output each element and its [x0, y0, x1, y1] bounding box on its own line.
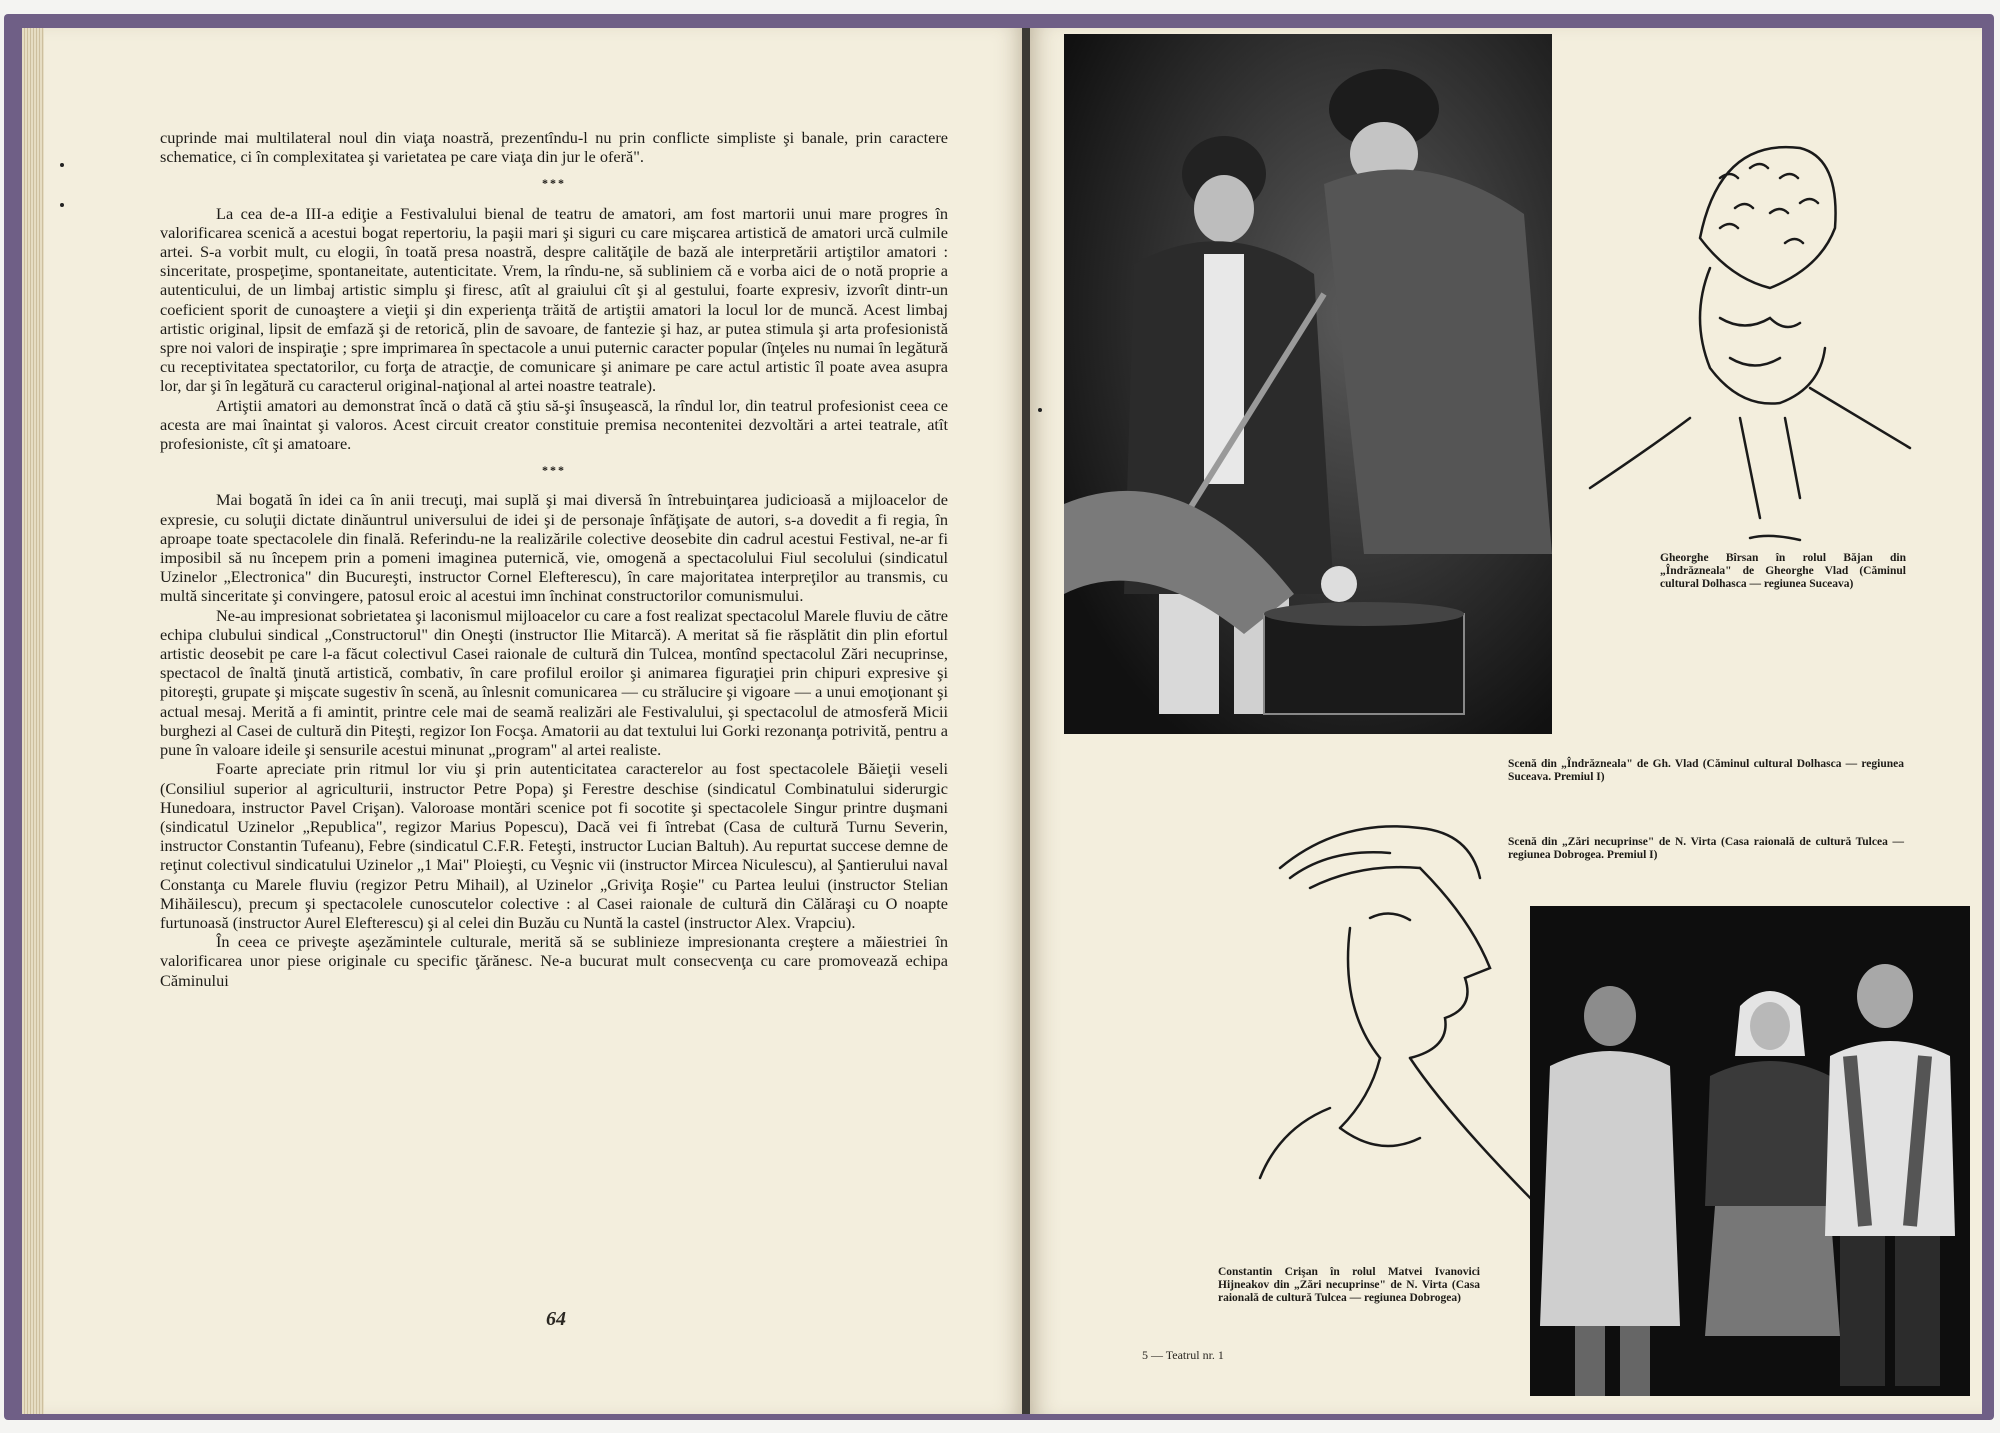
page-number: 64	[546, 1308, 566, 1330]
page-edges	[22, 28, 44, 1414]
book-spread	[22, 28, 1982, 1414]
article-text	[160, 128, 948, 990]
sketch-gheorghe-birsan	[1570, 118, 1930, 558]
paragraph: Artiştii amatori au demonstrat încă o dată că ştiu să-şi însuşească, la rîndul lor, din teatrul profesionist ceea ce acesta are mai înaintat şi valoros. Acest circuit creator constituie premisa necontenitei dezvoltări a artei teatrale, atît profesioniste, cît şi amatoare.	[160, 395, 948, 454]
paragraph: La cea de-a III-a ediţie a Festivalului bienal de teatru de amatori, am fost martorii unui mare progres în valorificarea scenică a acestui bogat repertoriu, la paşii mari şi siguri cu care mişcarea artistică de amatori urcă culmile artei. S-a vorbit mult, cu elogii, în toată presa noastră, despre calităţile de bază ale interpretării artiştilor amatori : sinceritate, prospeţime, spontaneitate, autenticitate. Vrem, la rîndu-ne, să subliniem că e vorba aici de o notă proprie a autenticului, de un limbaj artistic simplu şi firesc, atît al graiului cît şi al gestului, foarte expresiv, izvorît dintr-un coeficient sporit de cunoaştere a vieţii şi din experienţa trăită de artiştii amatori la locul lor de muncă. Acest limbaj artistic original, lipsit de emfază şi de retorică, plin de savoare, de fantezie şi haz, ar putea stimula şi arta profesionistă spre noi valori de inspiraţie ; spre imprimarea în spectacole a unui puternic caracter popular (înţeles nu numai în legătură cu receptivitatea spectatorilor, cu forţa de atracţie, de comunicare şi animare pe care actul artistic îl poate avea asupra lor, dar şi în legătură cu caracterul original-naţional al artei noastre teatrale).	[160, 203, 948, 396]
portrait-drawing	[1220, 808, 1580, 1248]
sketch-constantin-crisan	[1220, 808, 1580, 1248]
caption-sketch-top: Gheorghe Bîrsan în rolul Băjan din „Îndrăzneala" de Gheorghe Vlad (Căminul cultural Dolhasca — regiunea Suceava)	[1660, 552, 1906, 590]
caption-sketch-bottom: Constantin Crişan în rolul Matvei Ivanovici Hijneakov din „Zări necuprinse" de N. Virta (Casa raională de cultură Tulcea — regiunea Dobrogea)	[1218, 1266, 1480, 1304]
page-footer: 5 — Teatrul nr. 1	[1142, 1348, 1224, 1362]
caption-photo-top: Scenă din „Îndrăzneala" de Gh. Vlad (Căminul cultural Dolhasca — regiunea Suceava. Premiul I)	[1508, 758, 1904, 783]
paragraph: Mai bogată în idei ca în anii trecuţi, mai suplă şi mai diversă în întrebuinţarea judicioasă a mijloacelor de expresie, cu soluţii dictate dinăuntrul universului de idei şi de personaje înfăţişate de autori, s-a dovedit a fi regia, în aproape toate spectacolele din finală. Referindu-ne la realizările colective deosebite din cadrul acestui Festival, ne-ar fi imposibil să nu începem prin a pomeni imaginea puternică, vie, omogenă a spectacolului Fiul secolului (sindicatul Uzinelor „Electronica" din Bucureşti, instructor Cornel Elefterescu), în care majoritatea interpreţilor au transmis, cu multă sinceritate şi convingere, patosul eroic al acestui imn închinat constructorilor comunismului.	[160, 490, 948, 606]
caricature-drawing	[1570, 118, 1930, 558]
margin-dot	[1038, 408, 1042, 412]
paragraph: Ne-au impresionat sobrietatea şi laconismul mijloacelor cu care a fost realizat spectacolul Marele fluviu de către echipa clubului sindical „Constructorul" din Oneşti (instructor Ilie Mitarcă). A meritat să fie răsplătit din plin efortul artistic deosebit pe care l-a făcut colectivul Casei raionale de cultură din Tulcea, montînd spectacolul Zări necuprinse, spectacol de înaltă ţinută artistică, combativ, în care profilul eroilor şi animarea figuraţiei prin chipuri expresive şi pitoreşti, grupate şi mişcate sugestiv în scenă, au înlesnit comunicarea — cu strălucire şi vigoare — a unui emoţionant şi actual mesaj. Merită a fi amintit, printre cele mai de seamă realizări ale Festivalului, şi spectacolul de atmosferă Micii burghezi al Casei de cultură din Piteşti, regizor Ion Focşa. Amatorii au dat textului lui Gorki rezonanţa potrivită, pentru a pune în valoare ideile şi sensurile acestui minunat „program" al artei realiste.	[160, 605, 948, 760]
photo-drawing	[1530, 906, 1970, 1396]
left-page	[22, 28, 1024, 1414]
margin-dot	[60, 163, 64, 167]
paragraph: cuprinde mai multilateral noul din viaţa noastră, prezentîndu-l nu prin conflicte simpliste şi banale, prin caractere schematice, ci în complexitatea şi varietatea pe care viaţa din jur le oferă".	[160, 128, 948, 167]
caption-photo-bottom: Scenă din „Zări necuprinse" de N. Virta (Casa raională de cultură Tulcea — regiunea Dobrogea. Premiul I)	[1508, 836, 1904, 861]
margin-dot	[60, 203, 64, 207]
paragraph: Foarte apreciate prin ritmul lor viu şi prin autenticitatea caracterelor au fost spectacolele Băieţii veseli (Consiliul superior al agriculturii, instructor Petre Popa) şi Ferestre deschise (sindicatul Combinatului siderurgic Hunedoara, instructor Pavel Crişan). Valoroase montări scenice pot fi socotite şi spectacolele Singur printre duşmani (sindicatul Uzinelor „Republica", regizor Marius Popescu), Dacă vei fi întrebat (Casa de cultură Turnu Severin, instructor Constantin Tufeanu), Febre (sindicatul C.F.R. Feteşti, instructor Lucian Baltuh). Au repurtat succese demne de reţinut colectivul sindicatului Uzinelor „1 Mai" Ploieşti, cu Veşnic vii (instructor Mircea Niculescu), al Şantierului naval Constanţa cu Marele fluviu (regizor Petru Mihail), al Uzinelor „Griviţa Roşie" cu Partea leului (instructor Stelian Mihăilescu), precum şi spectacolele cunoscutelor colective : al Casei raionale de cultură din Călăraşi cu O noapte furtunoasă (instructor Aurel Elefterescu) şi al celei din Buzău cu Nuntă la castel (instructor Alex. Vrapciu).	[160, 759, 948, 932]
section-separator: ***	[542, 463, 566, 478]
paragraph: În ceea ce priveşte aşezămintele culturale, merită să se sublinieze impresionanta creştere a măiestriei în valorificarea unor piese originale cu specific ţărănesc. Ne-a bucurat mult consecvenţa cu care promovează echipa Căminului	[160, 932, 948, 990]
scene-photo-indrazneala	[1064, 34, 1552, 734]
scene-photo-zari-necuprinse	[1530, 906, 1970, 1396]
right-page	[1030, 28, 1982, 1414]
photo-drawing	[1064, 34, 1552, 734]
section-separator: ***	[542, 176, 566, 191]
